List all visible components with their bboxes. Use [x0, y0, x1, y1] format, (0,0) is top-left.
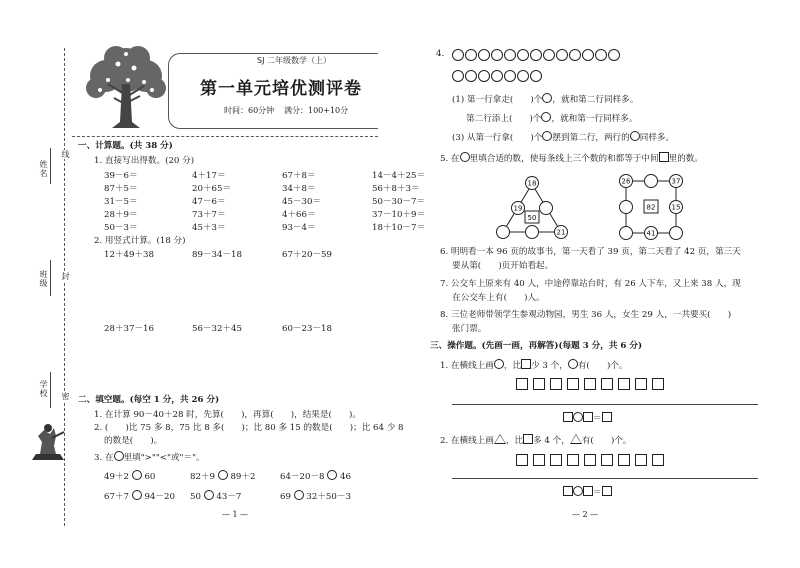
calc-item: 50－3＝	[104, 223, 138, 233]
q8-line1: 8. 三位老师带领学生参观动物园，男生 36 人，女生 29 人，一共要买( )	[440, 310, 732, 320]
circle-icon	[494, 359, 504, 369]
q6-line2: 要从第( )页开始看起。	[452, 261, 554, 271]
series-label: SJ 二年级数学（上）	[257, 56, 331, 65]
tri-top-value: 18	[527, 179, 537, 188]
name-underline	[50, 148, 51, 184]
circle-icon	[491, 70, 503, 82]
tri-right-value: 21	[556, 228, 566, 237]
q7-line2: 在公交车上有( )人。	[452, 293, 545, 303]
drawing-line-2[interactable]	[452, 478, 758, 479]
triangle-icon	[570, 434, 582, 444]
square-icon	[601, 454, 613, 466]
square-icon	[533, 454, 545, 466]
square-icon	[618, 454, 630, 466]
circle-icon	[530, 70, 542, 82]
q4-s1-b: ，就和第二行同样多。	[552, 95, 639, 105]
sq-br-circle	[670, 227, 683, 240]
section1-q2-label: 2. 用竖式计算。(18 分)	[94, 236, 186, 246]
seal-label: 封	[61, 272, 70, 281]
triangle-diagram	[494, 170, 570, 242]
square-icon	[533, 378, 545, 390]
sq-tm-circle	[645, 175, 658, 188]
calc-item: 28＋9＝	[104, 210, 138, 220]
q4-label: 4.	[436, 49, 445, 59]
compare-left: 49＋2	[104, 472, 129, 482]
compare-right: 43－7	[216, 492, 242, 502]
circle-icon	[569, 49, 581, 61]
tri-right-mid-circle	[540, 202, 553, 215]
vertical-calc-6: 60－23－18	[282, 324, 332, 334]
eq-operator-circle[interactable]	[573, 486, 583, 496]
vertical-calc-5: 56－32＋45	[192, 324, 242, 334]
circle-icon	[504, 70, 516, 82]
sq-bl-circle	[620, 227, 633, 240]
q4-s3-a: (3) 从第一行拿( )个	[452, 133, 543, 143]
q4-sub3	[452, 131, 674, 144]
sq-tr-value: 37	[671, 177, 681, 186]
s3q1-a: 1. 在横线上画	[440, 361, 494, 371]
q3-suffix: 里填">""<"或"＝"。	[123, 453, 205, 463]
calc-item: 14－4＋25＝	[372, 171, 426, 181]
tree-illustration	[78, 44, 174, 130]
calc-item: 18＋10－7＝	[372, 223, 426, 233]
circle-icon	[114, 451, 124, 461]
sq-right-value: 15	[671, 203, 681, 212]
square-icon	[652, 378, 664, 390]
circle-icon	[491, 49, 503, 61]
eq-equals: ＝	[593, 488, 602, 498]
sq-tl-value: 26	[621, 177, 631, 186]
eq-box[interactable]	[602, 412, 612, 422]
equation-1[interactable]	[563, 412, 612, 425]
circle-icon	[608, 49, 620, 61]
calc-item: 4＋66＝	[282, 210, 316, 220]
school-label: 学校	[39, 380, 48, 398]
compare-row-1c	[280, 470, 351, 483]
calc-item: 73＋7＝	[192, 210, 226, 220]
square-icon	[550, 378, 562, 390]
section2-q2-line1: 2. ( )比 75 多 8，75 比 8 多( )；比 80 多 15 的数是( )；比 64 少 8	[94, 423, 404, 433]
calc-item: 56＋8＋3＝	[372, 184, 420, 194]
q3-prefix: 3. 在	[94, 453, 114, 463]
compare-right: 89＋2	[230, 472, 256, 482]
s3q1-c: 少 3 个，	[531, 361, 568, 371]
circle-icon	[460, 152, 470, 162]
q5-a: 5. 在	[440, 154, 460, 164]
compare-circle[interactable]	[204, 490, 214, 500]
circle-icon	[630, 131, 640, 141]
square-icon	[516, 454, 528, 466]
knight-icon	[28, 420, 68, 464]
tri-center-value: 50	[527, 214, 537, 222]
eq-box[interactable]	[583, 486, 593, 496]
q4-s3-b: 摆到第二行，两行的	[552, 133, 630, 143]
circle-icon	[530, 49, 542, 61]
eq-equals: ＝	[593, 414, 602, 424]
vertical-calc-3: 67＋20－59	[282, 250, 332, 260]
vertical-calc-2: 89－34－18	[192, 250, 242, 260]
compare-circle[interactable]	[132, 470, 142, 480]
calc-item: 37－10＋9＝	[372, 210, 426, 220]
circle-icon	[542, 93, 552, 103]
full-score: 满分：100+10分	[284, 106, 349, 115]
q4-s2-b: ，就和第一行同样多。	[551, 114, 638, 124]
calc-item: 31－5＝	[104, 197, 138, 207]
school-underline	[50, 372, 51, 408]
square-icon	[521, 359, 531, 369]
page-number-left: — 1 —	[222, 510, 249, 519]
circle-icon	[504, 49, 516, 61]
q5-b: 里填合适的数，使每条线上三个数的和都等于中间	[469, 154, 659, 164]
compare-left: 67＋7	[104, 492, 129, 502]
compare-right: 46	[340, 472, 351, 482]
section1-q1-label: 1. 直接写出得数。(20 分)	[94, 156, 195, 166]
tri-left-value: 19	[513, 204, 523, 213]
circle-icon	[517, 49, 529, 61]
squares-row-2	[516, 454, 669, 470]
calc-item: 87＋5＝	[104, 184, 138, 194]
square-icon	[635, 378, 647, 390]
s3q2-c: 多 4 个，	[533, 436, 570, 446]
name-label: 姓名	[39, 160, 48, 178]
q4-s1-a: (1) 第一行拿走( )个	[452, 95, 543, 105]
s3q1-b: ，比	[503, 361, 522, 371]
square-icon	[584, 454, 596, 466]
eq-box[interactable]	[602, 486, 612, 496]
compare-row-2	[104, 490, 175, 503]
square-icon	[567, 454, 579, 466]
q6-line1: 6. 明明看一本 96 页的故事书，第一天看了 39 页，第二天看了 42 页，第三天	[440, 247, 741, 257]
square-icon	[601, 378, 613, 390]
compare-circle[interactable]	[132, 490, 142, 500]
calc-item: 67＋8＝	[282, 171, 316, 181]
calc-item: 20＋65＝	[192, 184, 232, 194]
square-icon	[635, 454, 647, 466]
sq-ml-circle	[620, 201, 633, 214]
secret-label: 密	[61, 392, 70, 401]
circle-icon	[556, 49, 568, 61]
circle-icon	[541, 112, 551, 122]
compare-row-1b	[190, 470, 255, 483]
square-icon	[550, 454, 562, 466]
calc-item: 4＋17＝	[192, 171, 226, 181]
compare-left: 64－20－8	[280, 472, 325, 482]
square-icon	[659, 152, 669, 162]
vertical-calc-4: 28＋37－16	[104, 324, 154, 334]
square-icon	[523, 434, 533, 444]
page-number-right: — 2 —	[572, 510, 599, 519]
compare-row-2b	[190, 490, 241, 503]
circle-icon	[465, 49, 477, 61]
s3q2-a: 2. 在横线上画	[440, 436, 494, 446]
circle-icon	[542, 131, 552, 141]
s3q1-d: 有( )个。	[577, 361, 628, 371]
calc-item: 47－6＝	[192, 197, 226, 207]
q7-line1: 7. 公交车上原来有 40 人，中途停靠站台时，有 26 人下车，又上来 38 人，现	[440, 279, 741, 289]
line-label: 线	[61, 150, 70, 159]
q4-s2-a: 第二行添上( )个	[466, 114, 542, 124]
square-diagram	[614, 170, 684, 242]
compare-row-1	[104, 470, 155, 483]
compare-right: 60	[144, 472, 156, 482]
circle-icon	[517, 70, 529, 82]
compare-circle[interactable]	[218, 470, 228, 480]
section3-title: 三、操作题。(先画一画，再解答)(每题 3 分，共 6 分)	[430, 341, 643, 351]
compare-left: 69	[280, 492, 291, 502]
q4-circles-row1	[452, 49, 621, 65]
square-icon	[516, 378, 528, 390]
circle-icon	[595, 49, 607, 61]
calc-item: 45＋3＝	[192, 223, 226, 233]
circle-icon	[582, 49, 594, 61]
class-underline	[50, 260, 51, 296]
class-label: 班级	[39, 270, 48, 288]
compare-right: 94－20	[144, 492, 175, 502]
q4-sub2	[466, 112, 637, 125]
square-icon	[584, 378, 596, 390]
section2-q3	[94, 451, 205, 464]
eq-operator-circle[interactable]	[573, 412, 583, 422]
circle-icon	[543, 49, 555, 61]
equation-2[interactable]	[563, 486, 612, 499]
q5-c: 里的数。	[668, 154, 703, 164]
section3-q1	[440, 359, 628, 372]
circle-icon	[478, 49, 490, 61]
vertical-calc-1: 12＋49＋38	[104, 250, 154, 260]
drawing-line-1[interactable]	[452, 404, 758, 405]
q4-sub1	[452, 93, 638, 106]
square-icon	[618, 378, 630, 390]
circle-icon	[465, 70, 477, 82]
square-icon	[567, 378, 579, 390]
s3q2-d: 有( )个。	[581, 436, 632, 446]
square-icon	[652, 454, 664, 466]
compare-left: 82＋9	[190, 472, 215, 482]
compare-circle[interactable]	[327, 470, 337, 480]
header-divider	[72, 136, 378, 137]
sq-bottom-value: 41	[646, 229, 656, 238]
calc-item: 45－30＝	[282, 197, 322, 207]
calc-item: 93－4＝	[282, 223, 316, 233]
q4-circles-row2	[452, 70, 543, 86]
calc-item: 34＋8＝	[282, 184, 316, 194]
compare-right: 32＋50－3	[306, 492, 351, 502]
s3q2-b: ，比	[505, 436, 524, 446]
eq-box[interactable]	[563, 412, 573, 422]
page-title: 第一单元培优测评卷	[200, 79, 362, 99]
section2-q1: 1. 在计算 90－40＋28 时，先算( )，再算( )，结果是( )。	[94, 410, 361, 420]
tri-bottom-mid-circle	[526, 226, 539, 239]
eq-box[interactable]	[583, 412, 593, 422]
q4-s3-c: 同样多。	[639, 133, 675, 143]
calc-item: 39－6＝	[104, 171, 138, 181]
triangle-icon	[494, 434, 506, 444]
squares-row-1	[516, 378, 669, 394]
compare-circle[interactable]	[294, 490, 304, 500]
q5-text	[440, 152, 703, 165]
section2-q2-line2: 的数是( )。	[104, 436, 163, 446]
section2-title: 二、填空题。(每空 1 分，共 26 分)	[78, 395, 220, 405]
q8-line2: 张门票。	[452, 324, 487, 334]
time-limit: 时间：60分钟	[224, 106, 275, 115]
section3-q2	[440, 434, 632, 447]
circle-icon	[478, 70, 490, 82]
compare-row-2c	[280, 490, 351, 503]
compare-left: 50	[190, 492, 201, 502]
circle-icon	[568, 359, 578, 369]
calc-item: 50－30－7＝	[372, 197, 426, 207]
circle-icon	[452, 49, 464, 61]
section1-title: 一、计算题。(共 38 分)	[78, 141, 173, 151]
eq-box[interactable]	[563, 486, 573, 496]
circle-icon	[452, 70, 464, 82]
sq-center-value: 82	[646, 203, 656, 212]
tri-bottom-left-circle	[497, 226, 510, 239]
